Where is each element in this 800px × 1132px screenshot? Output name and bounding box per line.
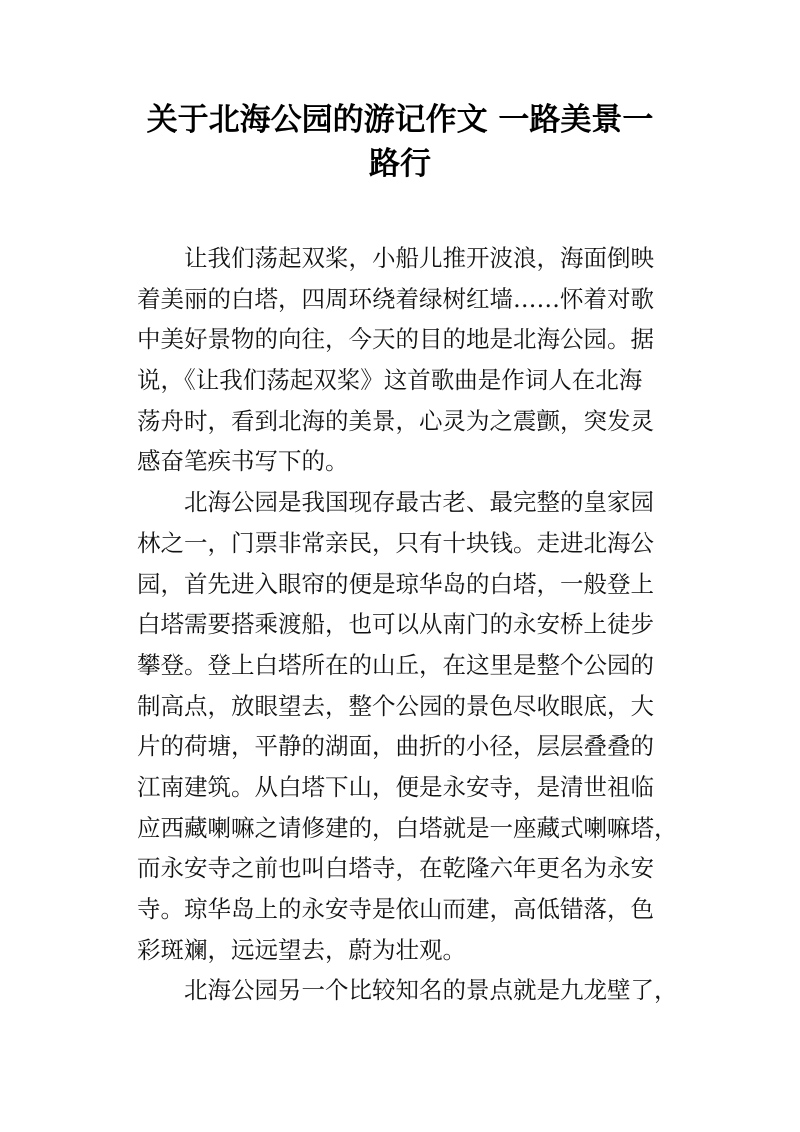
paragraph-2-line-4: 白塔需要搭乘渡船，也可以从南门的永安桥上徒步 [137, 610, 654, 639]
document-title [100, 98, 700, 186]
document-body [137, 238, 677, 1011]
paragraph-1-line-4: 说，《让我们荡起双桨》这首歌曲是作词人在北海 [137, 366, 643, 395]
paragraph-1-line-5: 荡舟时，看到北海的美景，心灵为之震颤，突发灵 [137, 406, 654, 435]
title-line-2: 路行 [369, 146, 431, 182]
paragraph-2-line-7: 片的荷塘，平静的湖面，曲折的小径，层层叠叠的 [137, 732, 654, 761]
paragraph-2-line-3: 园，首先进入眼帘的便是琼华岛的白塔，一般登上 [137, 569, 654, 598]
paragraph-2-line-2: 林之一，门票非常亲民，只有十块钱。走进北海公 [137, 528, 654, 557]
paragraph-1-line-1: 让我们荡起双桨，小船儿推开波浪，海面倒映 [184, 244, 654, 272]
paragraph-2-line-6: 制高点，放眼望去，整个公园的景色尽收眼底，大 [137, 691, 654, 720]
paragraph-2-line-12: 彩斑斓，远远望去，蔚为壮观。 [137, 935, 466, 964]
paragraph-2-line-1: 北海公园是我国现存最古老、最完整的皇家园 [184, 488, 654, 517]
paragraph-1-line-3: 中美好景物的向往，今天的目的地是北海公园。据 [137, 325, 654, 354]
paragraph-2-line-9: 应西藏喇嘛之请修建的，白塔就是一座藏式喇嘛塔， [137, 813, 678, 842]
paragraph-2-line-10: 而永安寺之前也叫白塔寺，在乾隆六年更名为永安 [137, 854, 654, 883]
title-line-1: 关于北海公园的游记作文 一路美景一 [146, 102, 654, 138]
paragraph-1-line-6: 感奋笔疾书写下的。 [137, 447, 349, 476]
paragraph-2-line-11: 寺。琼华岛上的永安寺是依山而建，高低错落，色 [137, 895, 654, 923]
paragraph-2-line-5: 攀登。登上白塔所在的山丘，在这里是整个公园的 [137, 650, 654, 679]
paragraph-1-line-2: 着美丽的白塔，四周环绕着绿树红墙……怀着对歌 [137, 284, 654, 313]
paragraph-2-line-8: 江南建筑。从白塔下山，便是永安寺，是清世祖临 [137, 772, 654, 801]
paragraph-3-line-1: 北海公园另一个比较知名的景点就是九龙壁了， [184, 976, 678, 1005]
